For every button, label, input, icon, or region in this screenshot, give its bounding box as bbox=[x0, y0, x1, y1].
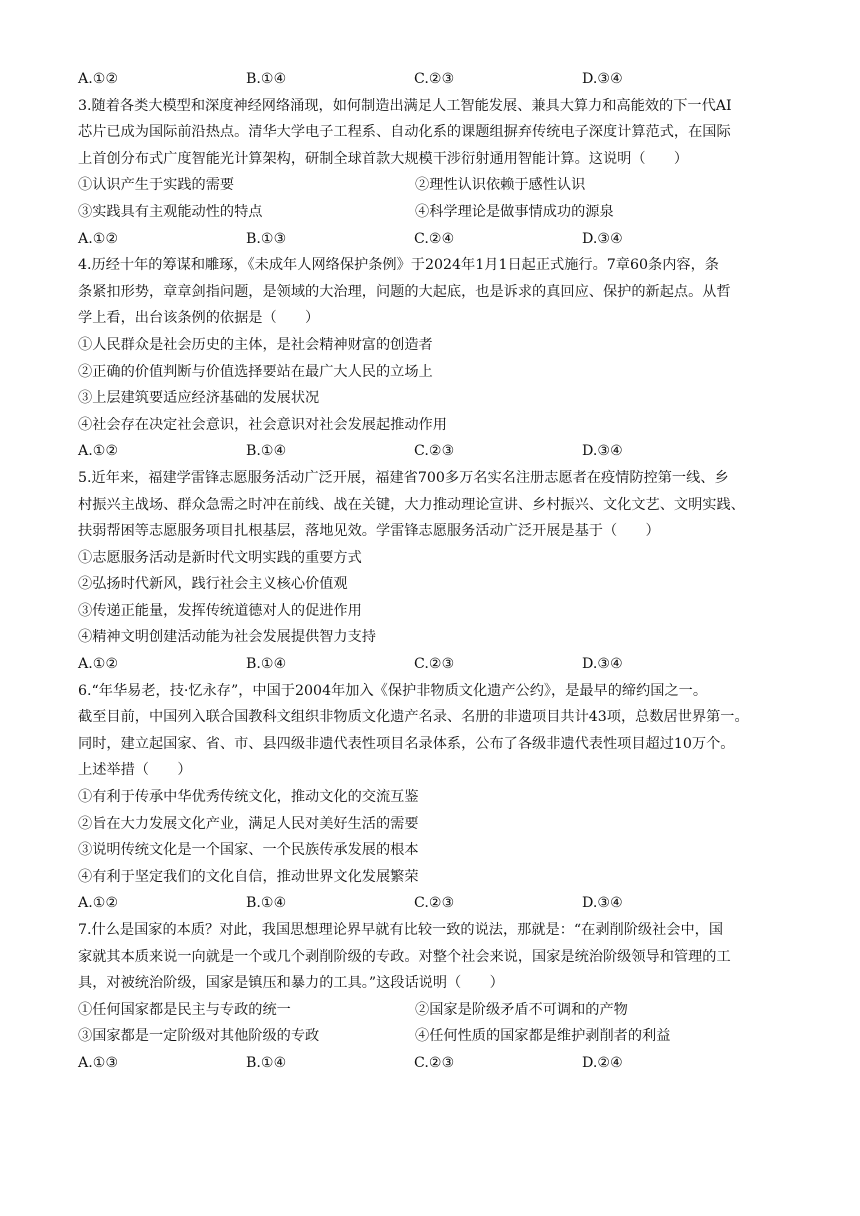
q7-item-4: ④任何性质的国家都是维护剥削者的利益 bbox=[415, 1028, 671, 1045]
q7-item-3: ③国家都是一定阶级对其他阶级的专政 bbox=[78, 1028, 320, 1045]
q7-item-1: ①任何国家都是民主与专政的统一 bbox=[78, 1001, 291, 1018]
q3-item-1: ①认识产生于实践的需要 bbox=[78, 177, 235, 194]
q2-option-a: A.①② bbox=[78, 71, 119, 87]
q5-item-3: ③传递正能量，发挥传统道德对人的促进作用 bbox=[78, 602, 362, 619]
q6-stem-line-1: 6.“年华易老，技·忆永存”，中国于2004年加入《保护非物质文化遗产公约》，是最早的缔约国之一。 bbox=[78, 682, 708, 699]
q4-option-c: C.②③ bbox=[414, 443, 455, 460]
q3-stem-line-2: 芯片已成为国际前沿热点。清华大学电子工程系、自动化系的课题组摒弃传统电子深度计算范式，在国际 bbox=[78, 124, 731, 141]
q3-item-3: ③实践具有主观能动性的特点 bbox=[78, 203, 263, 220]
q5-item-2: ②弘扬时代新风，践行社会主义核心价值观 bbox=[78, 576, 348, 593]
q5-stem-line-2: 村振兴主战场、群众急需之时冲在前线、战在关键，大力推动理论宣讲、乡村振兴、文化文艺、文明实践、 bbox=[78, 496, 745, 513]
q6-option-d: D.③④ bbox=[582, 895, 623, 912]
q5-stem-line-3: 扶弱帮困等志愿服务项目扎根基层，落地见效。学雷锋志愿服务活动广泛开展是基于（ ） bbox=[78, 523, 660, 540]
q7-stem-line-3: 具，对被统治阶级，国家是镇压和暴力的工具。”这段话说明（ ） bbox=[78, 975, 504, 992]
q7-option-d: D.②④ bbox=[582, 1054, 623, 1071]
q3-option-d: D.③④ bbox=[582, 230, 623, 247]
q4-option-b: B.①④ bbox=[246, 443, 287, 460]
q4-stem-line-1: 4.历经十年的筹谋和雕琢，《未成年人网络保护条例》于2024年1月1日起正式施行。7章60条内容，条 bbox=[78, 257, 719, 274]
q5-option-b: B.①④ bbox=[246, 656, 287, 673]
q4-options bbox=[78, 438, 788, 465]
q5-options bbox=[78, 651, 788, 678]
q2-option-c: C.②③ bbox=[414, 71, 455, 87]
q6-item-1: ①有利于传承中华优秀传统文化，推动文化的交流互鉴 bbox=[78, 789, 419, 806]
q6-stem-line-3: 同时，建立起国家、省、市、县四级非遗代表性项目名录体系，公布了各级非遗代表性项目超过10万个。 bbox=[78, 735, 735, 752]
q7-items-row-1 bbox=[78, 997, 788, 1024]
q4-item-2: ②正确的价值判断与价值选择要站在最广大人民的立场上 bbox=[78, 363, 433, 380]
q3-option-c: C.②④ bbox=[414, 230, 455, 247]
q3-items-row-2 bbox=[78, 199, 788, 226]
q3-option-a: A.①② bbox=[78, 230, 119, 247]
q4-option-d: D.③④ bbox=[582, 443, 623, 460]
q3-item-2: ②理性认识依赖于感性认识 bbox=[415, 177, 586, 194]
q7-options bbox=[78, 1050, 788, 1077]
q6-option-a: A.①② bbox=[78, 895, 119, 912]
q6-item-2: ②旨在大力发展文化产业，满足人民对美好生活的需要 bbox=[78, 815, 419, 832]
q5-item-4: ④精神文明创建活动能为社会发展提供智力支持 bbox=[78, 629, 376, 646]
q7-item-2: ②国家是阶级矛盾不可调和的产物 bbox=[415, 1001, 628, 1018]
q2-option-b: B.①④ bbox=[246, 71, 287, 87]
q3-stem-line-1: 3.随着各类大模型和深度神经网络涌现，如何制造出满足人工智能发展、兼具大算力和高能效的下一代AI bbox=[78, 97, 732, 114]
q7-items-row-2 bbox=[78, 1023, 788, 1050]
q5-option-d: D.③④ bbox=[582, 656, 623, 673]
q6-item-3: ③说明传统文化是一个国家、一个民族传承发展的根本 bbox=[78, 842, 419, 859]
exam-page bbox=[78, 66, 788, 1077]
q4-stem-line-2: 条紧扣形势，章章剑指问题，是领域的大治理，问题的大起底，也是诉求的真回应、保护的新起点。从哲 bbox=[78, 283, 731, 300]
q4-item-4: ④社会存在决定社会意识，社会意识对社会发展起推动作用 bbox=[78, 416, 447, 433]
q6-item-4: ④有利于坚定我们的文化自信，推动世界文化发展繁荣 bbox=[78, 868, 419, 885]
q3-item-4: ④科学理论是做事情成功的源泉 bbox=[415, 203, 614, 220]
q2-option-d: D.③④ bbox=[582, 71, 623, 87]
q6-option-b: B.①④ bbox=[246, 895, 287, 912]
q4-option-a: A.①② bbox=[78, 443, 119, 460]
q7-stem-line-2: 家就其本质来说一向就是一个或几个剥削阶级的专政。对整个社会来说，国家是统治阶级领导和管理的工 bbox=[78, 948, 731, 965]
q4-stem-line-3: 学上看，出台该条例的依据是（ ） bbox=[78, 310, 320, 327]
q6-options bbox=[78, 890, 788, 917]
q6-stem-line-2: 截至目前，中国列入联合国教科文组织非物质文化遗产名录、名册的非遗项目共计43项，总数居世界第一。 bbox=[78, 709, 749, 726]
q7-option-c: C.②③ bbox=[414, 1054, 455, 1071]
q7-option-a: A.①③ bbox=[78, 1054, 119, 1071]
q3-option-b: B.①③ bbox=[246, 230, 287, 247]
q5-option-a: A.①② bbox=[78, 656, 119, 673]
q2-options bbox=[78, 66, 788, 93]
q7-stem-line-1: 7.什么是国家的本质？对此，我国思想理论界早就有比较一致的说法，那就是：“在剥削阶级社会中，国 bbox=[78, 922, 724, 938]
q6-option-c: C.②③ bbox=[414, 895, 455, 912]
q3-items-row-1 bbox=[78, 172, 788, 199]
q6-stem-line-4: 上述举措（ ） bbox=[78, 762, 192, 779]
q5-option-c: C.②③ bbox=[414, 656, 455, 673]
q5-stem-line-1: 5.近年来，福建学雷锋志愿服务活动广泛开展，福建省700多万名实名注册志愿者在疫情防控第一线、乡 bbox=[78, 469, 729, 486]
q4-item-1: ①人民群众是社会历史的主体，是社会精神财富的创造者 bbox=[78, 336, 433, 353]
q3-options bbox=[78, 226, 788, 253]
q4-item-3: ③上层建筑要适应经济基础的发展状况 bbox=[78, 390, 320, 407]
q7-option-b: B.①④ bbox=[246, 1054, 287, 1071]
q5-item-1: ①志愿服务活动是新时代文明实践的重要方式 bbox=[78, 549, 362, 566]
q3-stem-line-3: 上首创分布式广度智能光计算架构，研制全球首款大规模干涉衍射通用智能计算。这说明（ ） bbox=[78, 150, 689, 167]
